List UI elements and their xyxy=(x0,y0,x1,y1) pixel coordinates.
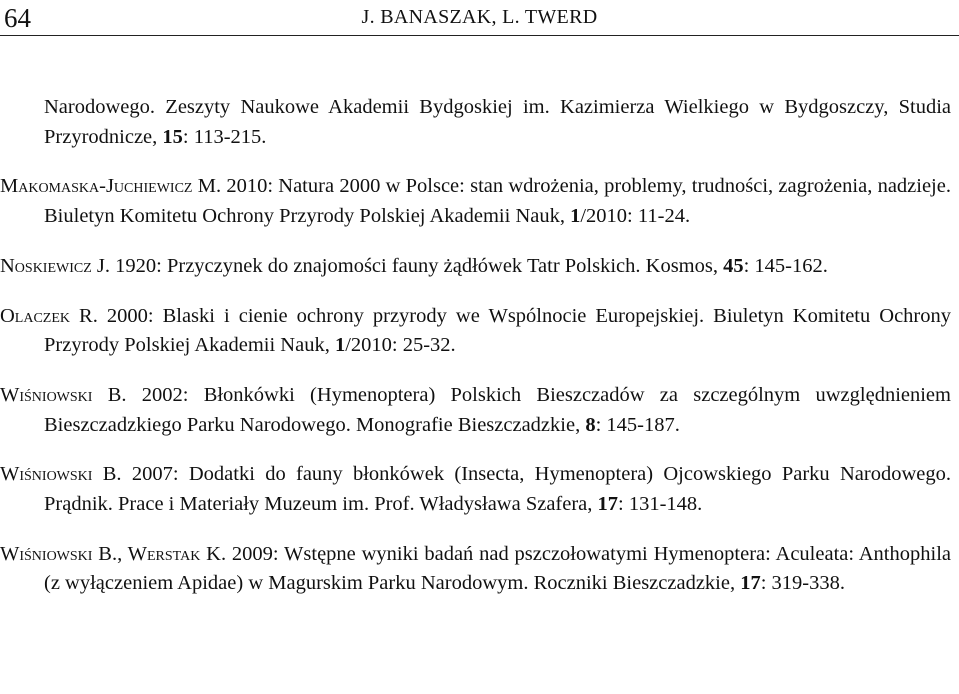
reference-pages: : 319-338. xyxy=(760,572,845,595)
reference-volume: 8 xyxy=(585,413,596,436)
reference-author: Wiśniowski B. xyxy=(0,463,122,486)
reference-item xyxy=(0,302,951,361)
reference-author: Noskiewicz J. xyxy=(0,254,111,277)
running-head: J. BANASZAK, L. TWERD xyxy=(361,6,598,28)
reference-pages: : 113-215. xyxy=(182,125,267,148)
reference-text: 2000: Blaski i cienie ochrony przyrody we Wspólnocie Europejskiej. Biuletyn Komitetu Ochrony Przyrody Polskiej Akademii Nauk, xyxy=(44,304,951,357)
reference-volume: 17 xyxy=(597,493,619,516)
reference-volume: 17 xyxy=(740,572,761,595)
reference-item xyxy=(0,460,951,519)
reference-text: 1920: Przyczynek do znajomości fauny żądłówek Tatr Polskich. Kosmos, xyxy=(110,254,724,277)
reference-text: Narodowego. Zeszyty Naukowe Akademii Bydgoskiej im. Kazimierza Wielkiego w Bydgoszczy, Studia Przyrodnicze, xyxy=(44,96,951,148)
reference-volume: 1 xyxy=(334,334,346,357)
header-rule xyxy=(0,35,959,36)
reference-item xyxy=(0,381,951,440)
reference-volume: 45 xyxy=(723,254,744,277)
reference-pages: : 145-162. xyxy=(743,254,828,277)
reference-author: Olaczek R. xyxy=(0,304,98,327)
reference-author: Wiśniowski B. xyxy=(0,383,127,406)
reference-list xyxy=(0,93,959,619)
reference-text: 2010: Natura 2000 w Polsce: stan wdrożenia, problemy, trudności, zagrożenia, nadzieje. Biuletyn Komitetu Ochrony Przyrody Polskiej Akademii Nauk, xyxy=(44,175,951,228)
reference-item xyxy=(0,252,951,282)
reference-pages: /2010: 25-32. xyxy=(345,334,456,357)
reference-author: Makomaska-Juchiewicz M. xyxy=(0,175,222,198)
reference-text: 2007: Dodatki do fauny błonkówek (Insecta, Hymenoptera) Ojcowskiego Parku Narodowego. Prądnik. Prace i Materiały Muzeum im. Prof. Władysława Szafera, xyxy=(44,463,951,516)
reference-pages: /2010: 11-24. xyxy=(580,205,691,228)
reference-pages: : 145-187. xyxy=(595,413,680,436)
page-number: 64 xyxy=(4,3,31,33)
reference-volume: 1 xyxy=(570,205,581,228)
reference-volume: 15 xyxy=(162,125,183,148)
page-header xyxy=(0,0,959,37)
reference-item xyxy=(0,172,951,231)
reference-item xyxy=(0,540,951,599)
reference-text: 2009: Wstępne wyniki badań nad pszczołowatymi Hymenoptera: Aculeata: Anthophila (z wyłączeniem Apidae) w Magurskim Parku Narodowym. Roczniki Bieszczadzkie, xyxy=(44,542,951,595)
reference-continuation xyxy=(0,93,951,152)
reference-pages: : 131-148. xyxy=(618,493,703,516)
reference-text: 2002: Błonkówki (Hymenoptera) Polskich Bieszczadów za szczególnym uwzględnieniem Bieszczadzkiego Parku Narodowego. Monografie Bieszczadzkie, xyxy=(44,383,951,436)
reference-author: Wiśniowski B., Werstak K. xyxy=(0,542,227,565)
